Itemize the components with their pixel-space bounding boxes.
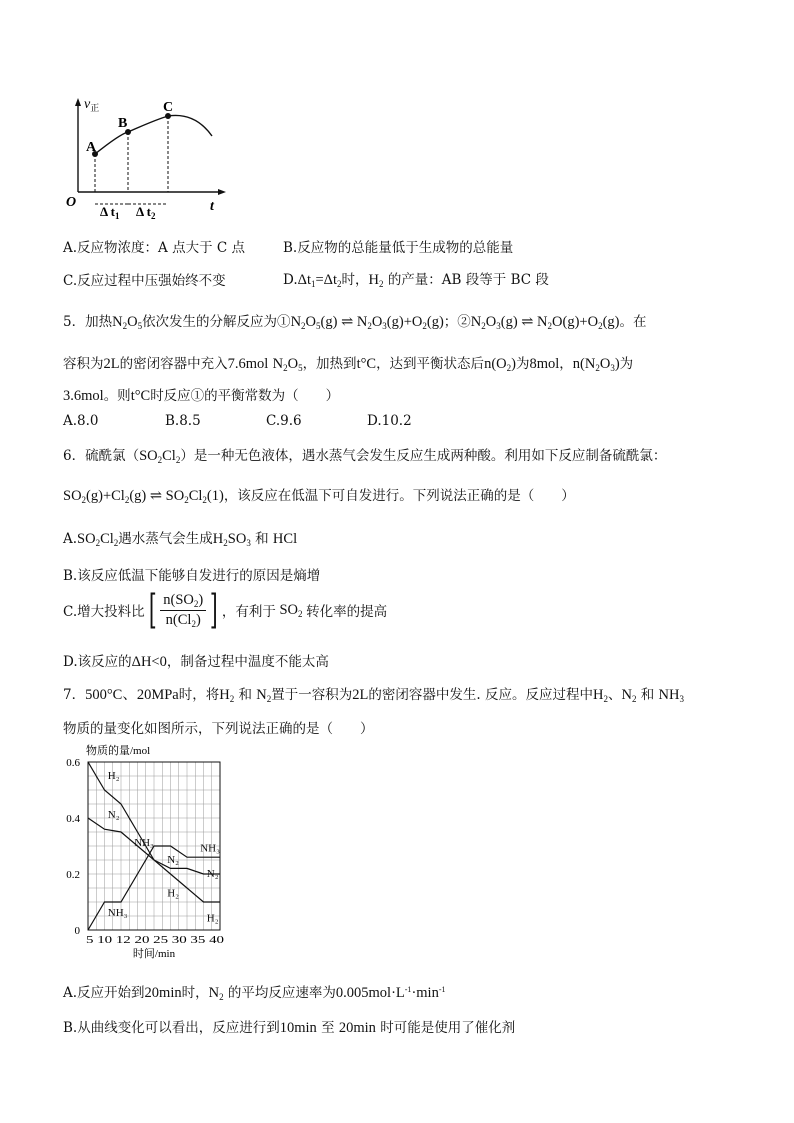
series-label: H₂ — [167, 887, 179, 900]
rate-curve — [95, 115, 212, 154]
series-label: NH₃ — [200, 842, 220, 855]
q7-option-b: B.从曲线变化可以看出，反应进行到10min 至 20min 时可能是使用了催化剂 — [63, 1020, 516, 1036]
point-b-label: B — [118, 116, 128, 131]
q4-option-d: $D.\Delta t_1=\Delta t_2$时，$H_2$ 的产量：AB 段等于 BC 段 — [283, 272, 549, 289]
x-axis-label: t — [210, 199, 214, 214]
q4-option-c: C.反应过程中压强始终不变 — [63, 273, 226, 289]
delta-t1-label: Δ $t_1$ — [100, 204, 120, 221]
series-label: H₂ — [206, 912, 219, 925]
y-tick-label: 0 — [74, 925, 80, 937]
rate-time-graph — [60, 92, 230, 222]
q6-line1: 6．硫酰氯$(SO_2Cl_2)$是一种无色液体，遇水蒸气会发生反应生成两种酸。利用如下反应制备硫酰氯： — [63, 448, 667, 465]
y-tick-label: 0.2 — [66, 869, 80, 881]
point-c-label: C — [163, 100, 174, 115]
y-tick-label: 0.4 — [66, 813, 80, 825]
series-label: N₂ — [206, 867, 219, 880]
q6-option-b: B.该反应低温下能够自发进行的原因是熵增 — [63, 568, 321, 584]
series-label: N₂ — [107, 809, 120, 821]
y-tick-label: 0.6 — [66, 757, 80, 769]
q5-line3: 3.6mol。则t°C时反应①的平衡常数为（ ） — [63, 388, 340, 404]
q5-option-c: C.9.6 — [266, 413, 302, 429]
y-axis-label: 物质的量/mol — [86, 745, 151, 757]
q5-option-a: A.8.0 — [63, 413, 99, 429]
y-axis-label: $v_正$ — [84, 97, 100, 113]
series-label: NH₃ — [107, 907, 128, 919]
origin-label: O — [66, 195, 77, 210]
q5-line1: 5．加热$N_2O_5$依次发生的分解反应为$①N_2O_5(g)$ ⇌ $N_2O_3(g)+O_2(g)$；$②N_2O_3(g)$ ⇌ $N_2O(g)+O_2(g)$。在 — [63, 314, 647, 331]
q6-line2: $SO_2(g)+Cl_2(g)$ ⇌ $SO_2Cl_2(1)$，该反应在低温下可自发进行。下列说法正确的是（ ） — [63, 488, 575, 505]
q4-option-b: B.反应物的总能量低于生成物的总能量 — [283, 240, 514, 256]
x-axis-label: 时间/min — [132, 948, 176, 960]
series-label: NH₃ — [134, 837, 154, 849]
delta-t2-label: Δ $t_2$ — [136, 204, 156, 221]
point-a-label: A — [86, 140, 97, 155]
q5-option-d: D.10.2 — [367, 413, 412, 429]
q6-option-c: C.增大投料比 [ $\frac{n(SO_2)}{n(Cl_2)}$ ] ，有利于 $SO_2$ 转化率的提高 — [63, 587, 388, 633]
series-label: N₂ — [167, 853, 179, 866]
q5-option-b: B.8.5 — [165, 413, 201, 429]
q5-line2: 容积为2L的密闭容器中充入7.6mol $N_2O_5$，加热到t°C，达到平衡状态后$n(O_2)$为8mol，$n(N_2O_3)$为 — [63, 356, 634, 373]
series-label: H₂ — [107, 769, 120, 782]
feed-ratio-fraction: [ $\frac{n(SO_2)}{n(Cl_2)}$ ] — [148, 587, 218, 633]
x-tick-labels: 5 10 12 20 25 30 35 40 — [86, 934, 225, 946]
x-axis-arrow-icon — [218, 189, 226, 195]
q7-line2: 物质的量变化如图所示，下列说法正确的是（ ） — [63, 721, 374, 737]
q4-option-a: A.反应物浓度：A 点大于 C 点 — [63, 240, 245, 256]
amount-time-chart — [60, 740, 235, 960]
y-axis-arrow-icon — [75, 98, 81, 106]
q7-option-a: A.反应开始到20min时，$N_2$ 的平均反应速率为$0.005mol\cdot L^{-1}\cdot\min^{-1}$ — [63, 985, 446, 1002]
q7-line1: 7．500°C、20MPa时，将$H_2$ 和 $N_2$置于一容积为2L的密闭容器中发生. 反应。反应过程中$H_2$、$N_2$ 和 $NH_3$ — [63, 687, 684, 704]
q6-option-a: $A.SO_2Cl_2$遇水蒸气会生成$H_2SO_3$ 和 HCl — [63, 531, 298, 548]
q6-option-d: D.该反应的ΔH<0，制备过程中温度不能太高 — [63, 654, 329, 670]
